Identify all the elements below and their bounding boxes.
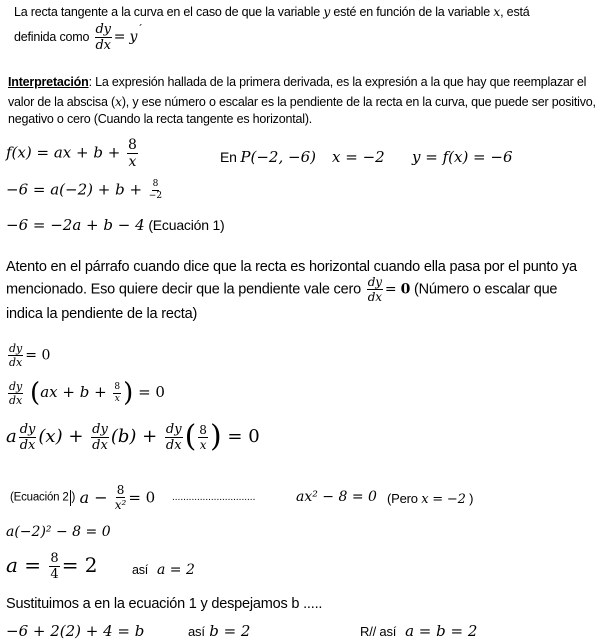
frac-num: 8 (114, 381, 121, 392)
intro-text: La recta tangente a la curva en el caso de que la variable (14, 5, 324, 19)
zero-value: 0 (400, 281, 411, 298)
point-info (220, 148, 316, 167)
asi-label: así (188, 624, 205, 639)
interpretacion-text: ), y ese número o escalar es la pendiente de la recta en la curva, que puede ser positivo, (121, 95, 596, 109)
b-result (188, 622, 250, 641)
equals-zero: = 0 (128, 488, 156, 507)
frac-num: 8 (116, 483, 125, 497)
equals-zero: = 0 (25, 347, 51, 364)
interpretacion-line-2 (8, 94, 596, 109)
eight-over-four (49, 552, 59, 581)
intro-text: definida como (14, 29, 93, 44)
left-paren: ( (184, 419, 197, 454)
y-value: y = f(x) = −6 (412, 148, 513, 166)
en-label: En (220, 149, 241, 165)
text-cursor (70, 490, 71, 506)
frac-den: 4 (50, 567, 59, 582)
close-paren: ) (71, 491, 76, 504)
frac-num: dy (19, 421, 36, 437)
asi-label: así (132, 563, 149, 577)
left-paren: ( (30, 378, 41, 408)
intro-text: , está (500, 5, 530, 19)
pero-text: ) (465, 491, 474, 506)
frac-num: 8 (50, 551, 59, 566)
equation-1: −6 = −2a + b − 4 (6, 216, 145, 234)
final-values: a = b = 2 (405, 622, 478, 640)
frac-den: dx (92, 437, 108, 453)
frac-den: dx (95, 38, 111, 53)
atento-text: mencionado. Eso quiere decir que la pendiente vale cero (6, 281, 365, 298)
derivative-line-1 (6, 343, 50, 368)
right-paren: ) (123, 378, 134, 408)
frac-den: x (199, 437, 207, 452)
a-result (132, 561, 195, 579)
intro-line-2 (14, 23, 143, 52)
inner-expression: ax + b + (40, 383, 112, 401)
frac-den: x (114, 393, 120, 404)
equation-1-line (6, 216, 225, 235)
dy-dx-fraction (8, 343, 23, 368)
equals-zero: = 0 (227, 426, 260, 447)
final-label: R// así (360, 624, 397, 639)
dy-dx-fraction (8, 381, 23, 406)
frac-num: dy (367, 275, 382, 289)
atento-line-2 (6, 276, 557, 303)
substitution-line (6, 180, 164, 201)
dy-dx-fraction (367, 276, 383, 303)
interpretacion-text: valor de la abscisa ( (8, 95, 115, 109)
x-value: x = −2 (421, 492, 466, 507)
right-paren: ) (209, 419, 222, 454)
var-y: y (323, 4, 331, 19)
equation-1-label: (Ecuación 1) (144, 217, 225, 233)
intro-text: esté en función de la variable (330, 5, 494, 19)
intro-line-1 (14, 4, 530, 19)
eight-over-x (198, 424, 208, 451)
pero-note (387, 491, 473, 507)
sub-lhs: −6 = a(−2) + b + (6, 180, 147, 199)
dy-dx-fraction (165, 423, 183, 452)
prime-mark: ´ (137, 23, 143, 36)
a-value: a = 2 (156, 562, 195, 578)
frac-den: x² (114, 498, 127, 512)
frac-den: x (128, 154, 137, 170)
b-value: b = 2 (209, 622, 251, 640)
frac-den: dx (165, 437, 182, 453)
frac-num: dy (92, 421, 108, 437)
frac-den: dx (9, 356, 23, 369)
equation-2-line (10, 484, 155, 511)
x-value: x = −2 (332, 148, 385, 166)
frac-den: −2 (148, 191, 163, 201)
atento-line-1: Atento en el párrafo cuando dice que la recta es horizontal cuando ella pasa por el punto ya (6, 259, 577, 275)
interpretacion-line-1 (8, 75, 586, 89)
frac-den: dx (9, 393, 23, 407)
substitution-instruction: Sustituimos a en la ecuación 1 y despejamos b ..... (6, 596, 323, 612)
solve-b-equation: −6 + 2(2) + 4 = b (6, 622, 145, 640)
final-answer (360, 622, 477, 641)
eq2-lhs: a − (79, 488, 113, 507)
eight-over-x (127, 138, 138, 169)
fx-lhs: f(x) = ax + b + (6, 143, 126, 162)
coef-a: a (6, 426, 17, 447)
derivative-line-3 (6, 419, 260, 454)
eight-over-x (113, 383, 121, 404)
dy-dx-fraction (19, 423, 37, 452)
function-definition (6, 138, 140, 169)
equals-zero: = 0 (138, 383, 165, 401)
frac-num: dy (9, 379, 23, 393)
frac-den: dx (367, 290, 382, 304)
dy-dx-fraction (91, 423, 109, 452)
eight-over-minus-two (149, 180, 162, 201)
derivative-line-2 (6, 380, 165, 406)
colon: : (88, 75, 96, 89)
substitution-a: a(−2)² − 8 = 0 (6, 524, 111, 540)
term-b: (b) + (110, 426, 163, 447)
frac-num: 8 (128, 137, 137, 153)
frac-den: dx (19, 437, 36, 453)
term-x: (x) + (38, 426, 90, 447)
interpretacion-text: negativo o cero (Cuando la recta tangente es horizontal). (8, 112, 313, 126)
alternate-form: ax² − 8 = 0 (296, 489, 377, 505)
a-lhs: a = (6, 553, 48, 577)
frac-num: 8 (152, 179, 159, 189)
equals-y-prime: = y (113, 28, 138, 45)
var-x: x (493, 4, 501, 19)
equals-two: = 2 (61, 553, 98, 577)
frac-num: dy (165, 421, 182, 437)
frac-num: 8 (199, 422, 207, 437)
pero-text: (Pero (387, 491, 422, 506)
interpretacion-heading: Interpretación (8, 75, 89, 89)
point-p: P(−2, −6) (240, 148, 316, 166)
dy-dx-fraction (95, 23, 112, 52)
frac-num: dy (95, 22, 111, 37)
solve-a-line (6, 552, 98, 581)
equals: = (384, 281, 401, 298)
atento-text: (Número o escalar que (410, 281, 558, 298)
interpretacion-text: La expresión hallada de la primera derivada, es la expresión a la que hay que reemplazar el (95, 75, 587, 89)
atento-line-3: indica la pendiente de la recta) (6, 306, 198, 322)
var-x: x (114, 94, 122, 109)
frac-num: dy (9, 342, 23, 355)
equation-2-label: (Ecuación 2 (10, 491, 69, 504)
dot-leader: .............................. (172, 492, 256, 503)
interpretacion-line-3 (8, 112, 312, 126)
eight-over-x-squared (115, 484, 127, 511)
